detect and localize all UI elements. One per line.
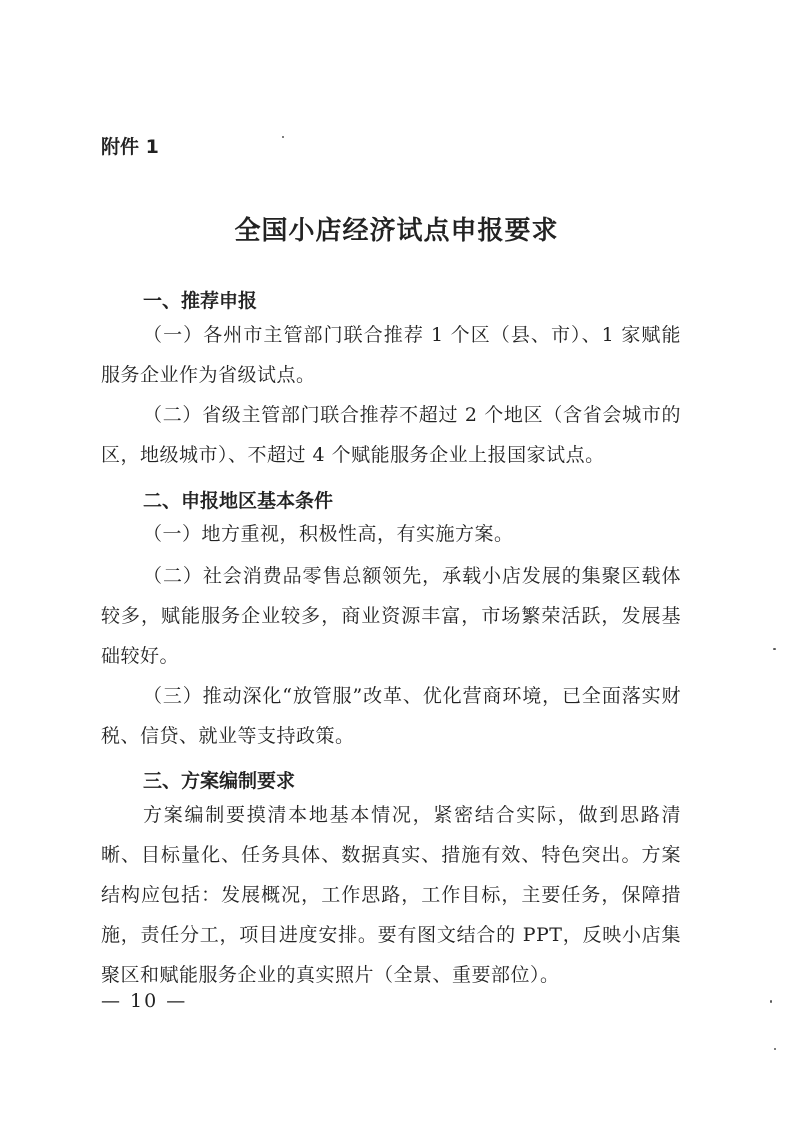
section-heading-2: 二、申报地区基本条件 [143,490,334,512]
paragraph-1-2: （二）省级主管部门联合推荐不超过 2 个地区（含省会城市的区，地级城市）、不超过 4 个赋能服务企业上报国家试点。 [101,404,681,466]
paragraph-2-3: （三）推动深化“放管服”改革、优化营商环境，已全面落实财税、信贷、就业等支持政策。 [101,685,681,747]
scan-speck [770,1000,772,1003]
page-number: — 10 — [101,990,188,1012]
scan-speck [282,136,284,138]
paragraph-2-1: （一）地方重视，积极性高，有实施方案。 [143,523,514,545]
section-heading-1: 一、推荐申报 [143,290,258,312]
document-title: 全国小店经济试点申报要求 [234,216,559,246]
paragraph-3-1: 方案编制要摸清本地基本情况，紧密结合实际，做到思路清晰、目标量化、任务具体、数据真实、措施有效、特色突出。方案结构应包括：发展概况，工作思路，工作目标，主要任务，保障措施，责任分工，项目进度安排。要有图文结合的 PPT，反映小店集聚区和赋能服务企业的真实照片（全景、重要部位）。 [101,804,681,986]
scan-speck [774,1048,776,1050]
attachment-label: 附件 1 [101,136,159,158]
section-heading-3: 三、方案编制要求 [143,770,296,792]
paragraph-2-2: （二）社会消费品零售总额领先，承载小店发展的集聚区载体较多，赋能服务企业较多，商业资源丰富，市场繁荣活跃，发展基础较好。 [101,565,681,667]
paragraph-1-1: （一）各州市主管部门联合推荐 1 个区（县、市）、1 家赋能服务企业作为省级试点。 [101,324,681,386]
scan-speck [773,648,776,650]
